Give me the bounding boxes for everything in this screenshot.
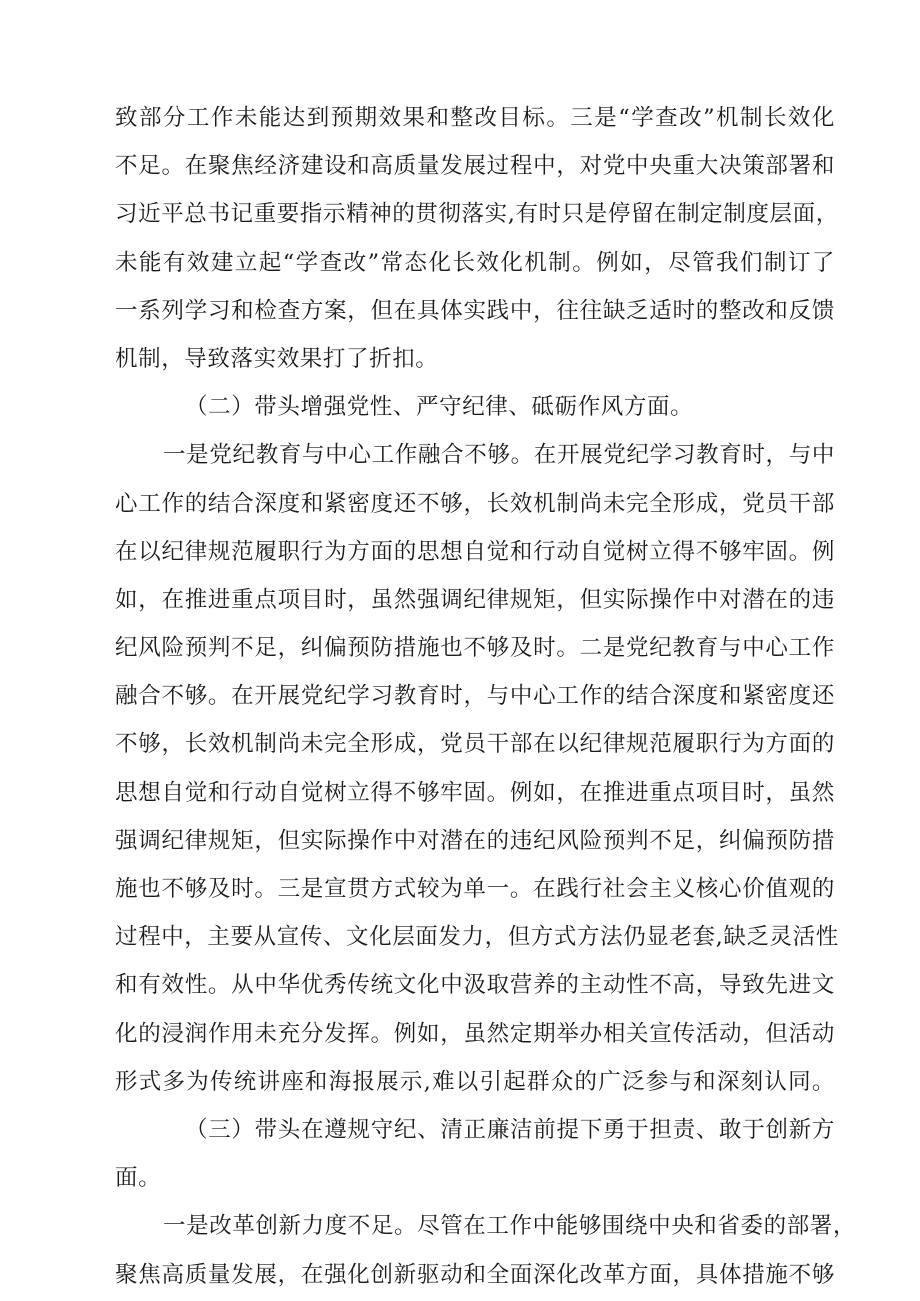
document-body-text [115, 94, 857, 1299]
text-line: 施也不够及时。三是宣贯方式较为单一。在践行社会主义核心价值观的 [115, 876, 835, 902]
text-line: 不够，长效机制尚未完全形成，党员干部在以纪律规范履职行为方面的 [115, 731, 835, 758]
text-line: 纪风险预判不足，纠偏预防措施也不够及时。二是党纪教育与中心工作 [115, 635, 835, 662]
text-line: 心工作的结合深度和紧密度还不够，长效机制尚未完全形成，党员干部 [115, 490, 835, 517]
text-line: 融合不够。在开展党纪学习教育时，与中心工作的结合深度和紧密度还 [115, 683, 835, 710]
text-line: 强调纪律规矩，但实际操作中对潜在的违纪风险预判不足，纠偏预防措 [115, 827, 835, 854]
text-line: 未能有效建立起“学查改”常态化长效化机制。例如，尽管我们制订了 [115, 249, 835, 276]
text-line: 不足。在聚焦经济建设和高质量发展过程中，对党中央重大决策部署和 [115, 153, 835, 180]
section-heading-line: （三）带头在遵规守纪、清正廉洁前提下勇于担责、敢于创新方 [185, 1116, 835, 1143]
text-line: 过程中，主要从宣传、文化层面发力，但方式方法仍显老套,缺乏灵活性 [115, 924, 839, 951]
text-line: 面。 [115, 1165, 162, 1192]
text-line: 习近平总书记重要指示精神的贯彻落实,有时只是停留在制定制度层面， [115, 201, 839, 228]
text-line: 一系列学习和检查方案，但在具体实践中，往往缺乏适时的整改和反馈 [115, 297, 835, 324]
text-line: 形式多为传统讲座和海报展示,难以引起群众的广泛参与和深刻认同。 [115, 1068, 835, 1095]
text-line: 聚焦高质量发展，在强化创新驱动和全面深化改革方面，具体措施不够 [115, 1261, 835, 1288]
text-line: 致部分工作未能达到预期效果和整改目标。三是“学查改”机制长效化 [115, 105, 835, 131]
text-line: 在以纪律规范履职行为方面的思想自觉和行动自觉树立得不够牢固。例 [115, 538, 835, 565]
text-line: 化的浸润作用未充分发挥。例如，虽然定期举办相关宣传活动，但活动 [115, 1020, 835, 1047]
text-line: 一是改革创新力度不足。尽管在工作中能够围绕中央和省委的部署， [163, 1213, 857, 1240]
text-line: 一是党纪教育与中心工作融合不够。在开展党纪学习教育时，与中 [163, 442, 835, 469]
section-heading-line: （二）带头增强党性、严守纪律、砥砺作风方面。 [185, 394, 694, 421]
text-line: 如，在推进重点项目时，虽然强调纪律规矩，但实际操作中对潜在的违 [115, 586, 835, 613]
text-line: 和有效性。从中华优秀传统文化中汲取营养的主动性不高，导致先进文 [115, 972, 835, 999]
text-line: 机制，导致落实效果打了折扣。 [115, 345, 439, 372]
text-line: 思想自觉和行动自觉树立得不够牢固。例如，在推进重点项目时，虽然 [115, 779, 835, 806]
